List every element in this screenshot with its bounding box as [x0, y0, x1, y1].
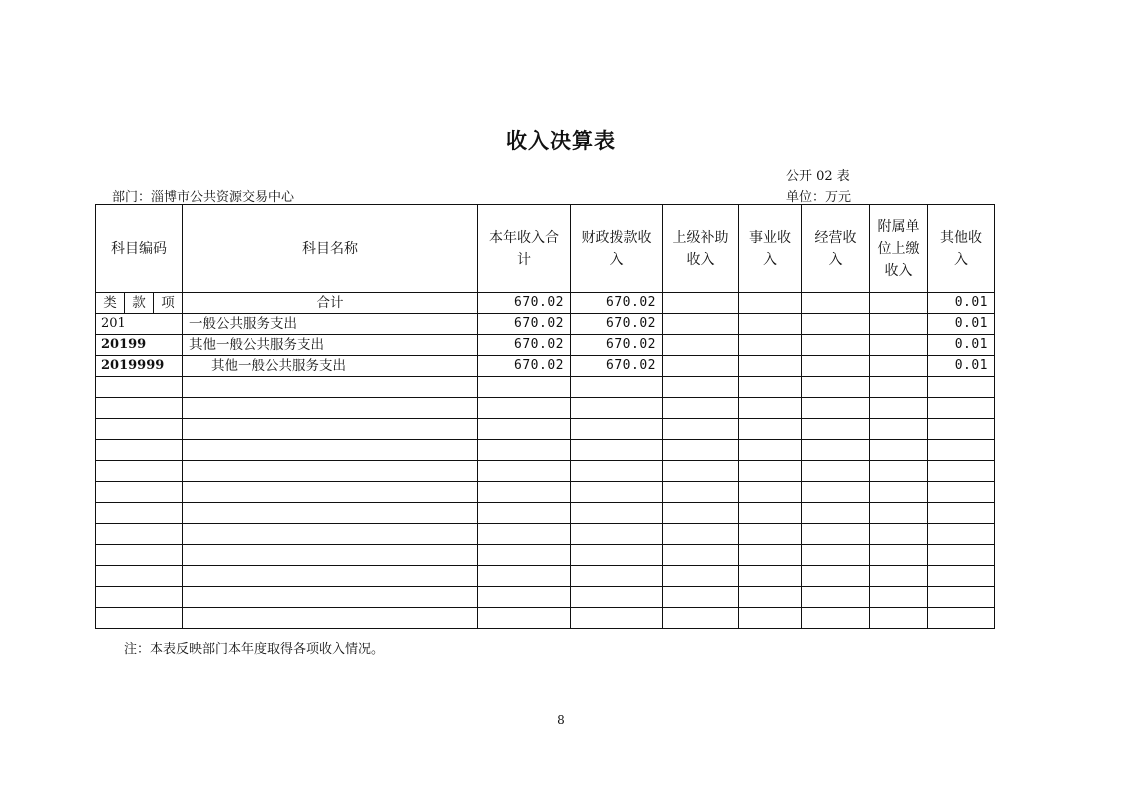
superior-cell	[663, 356, 739, 377]
name-cell: 其他一般公共服务支出	[183, 335, 478, 356]
table-note: 注：本表反映部门本年度取得各项收入情况。	[124, 642, 385, 657]
form-number: 公开 02 表	[786, 169, 850, 184]
code-cell: 201	[96, 314, 183, 335]
code-cell: 20199	[96, 335, 183, 356]
empty-row	[96, 482, 995, 503]
other-cell: 0.01	[928, 314, 995, 335]
header-operating: 经营收入	[802, 205, 870, 293]
business-cell	[739, 335, 802, 356]
header-subject-name: 科目名称	[183, 205, 478, 293]
operating-cell	[802, 314, 870, 335]
table-row	[96, 314, 995, 335]
name-cell: 其他一般公共服务支出	[183, 356, 478, 377]
code-level-item: 项	[161, 295, 175, 311]
code-level-section: 款	[125, 293, 154, 313]
empty-row	[96, 545, 995, 566]
code-level-class: 类	[96, 293, 125, 313]
table-row	[96, 356, 995, 377]
superior-cell	[663, 335, 739, 356]
code-cell: 2019999	[96, 356, 183, 377]
business-cell	[739, 314, 802, 335]
empty-row	[96, 398, 995, 419]
business-cell	[739, 356, 802, 377]
fiscal-cell: 670.02	[571, 314, 663, 335]
empty-row	[96, 608, 995, 629]
other-cell: 0.01	[928, 356, 995, 377]
total-cell: 670.02	[478, 293, 571, 314]
empty-row	[96, 440, 995, 461]
table-header-row	[96, 205, 995, 293]
other-cell: 0.01	[928, 293, 995, 314]
total-label: 合计	[183, 293, 478, 314]
fiscal-cell: 670.02	[571, 356, 663, 377]
empty-row	[96, 503, 995, 524]
header-other: 其他收入	[928, 205, 995, 293]
empty-row	[96, 461, 995, 482]
operating-cell	[802, 335, 870, 356]
header-subject-code: 科目编码	[96, 205, 183, 293]
department-label: 部门：淄博市公共资源交易中心	[112, 190, 295, 205]
superior-cell	[663, 293, 739, 314]
operating-cell	[802, 356, 870, 377]
empty-row	[96, 524, 995, 545]
fiscal-cell: 670.02	[571, 293, 663, 314]
header-fiscal: 财政拨款收入	[571, 205, 663, 293]
empty-row	[96, 587, 995, 608]
income-table	[95, 204, 995, 629]
affiliated-cell	[870, 335, 928, 356]
affiliated-cell	[870, 356, 928, 377]
header-total: 本年收入合计	[478, 205, 571, 293]
page-number: 8	[557, 713, 565, 727]
business-cell	[739, 293, 802, 314]
name-cell: 一般公共服务支出	[183, 314, 478, 335]
empty-row	[96, 566, 995, 587]
operating-cell	[802, 293, 870, 314]
total-cell: 670.02	[478, 314, 571, 335]
header-business: 事业收入	[739, 205, 802, 293]
total-cell: 670.02	[478, 356, 571, 377]
affiliated-cell	[870, 293, 928, 314]
code-levels	[96, 293, 183, 314]
superior-cell	[663, 314, 739, 335]
empty-row	[96, 377, 995, 398]
affiliated-cell	[870, 314, 928, 335]
other-cell: 0.01	[928, 335, 995, 356]
header-affiliated: 附属单位上缴收入	[870, 205, 928, 293]
total-row	[96, 293, 995, 314]
page-title: 收入决算表	[506, 129, 616, 153]
fiscal-cell: 670.02	[571, 335, 663, 356]
total-cell: 670.02	[478, 335, 571, 356]
header-superior: 上级补助收入	[663, 205, 739, 293]
table-row	[96, 335, 995, 356]
unit-label: 单位：万元	[786, 190, 852, 205]
empty-row	[96, 419, 995, 440]
